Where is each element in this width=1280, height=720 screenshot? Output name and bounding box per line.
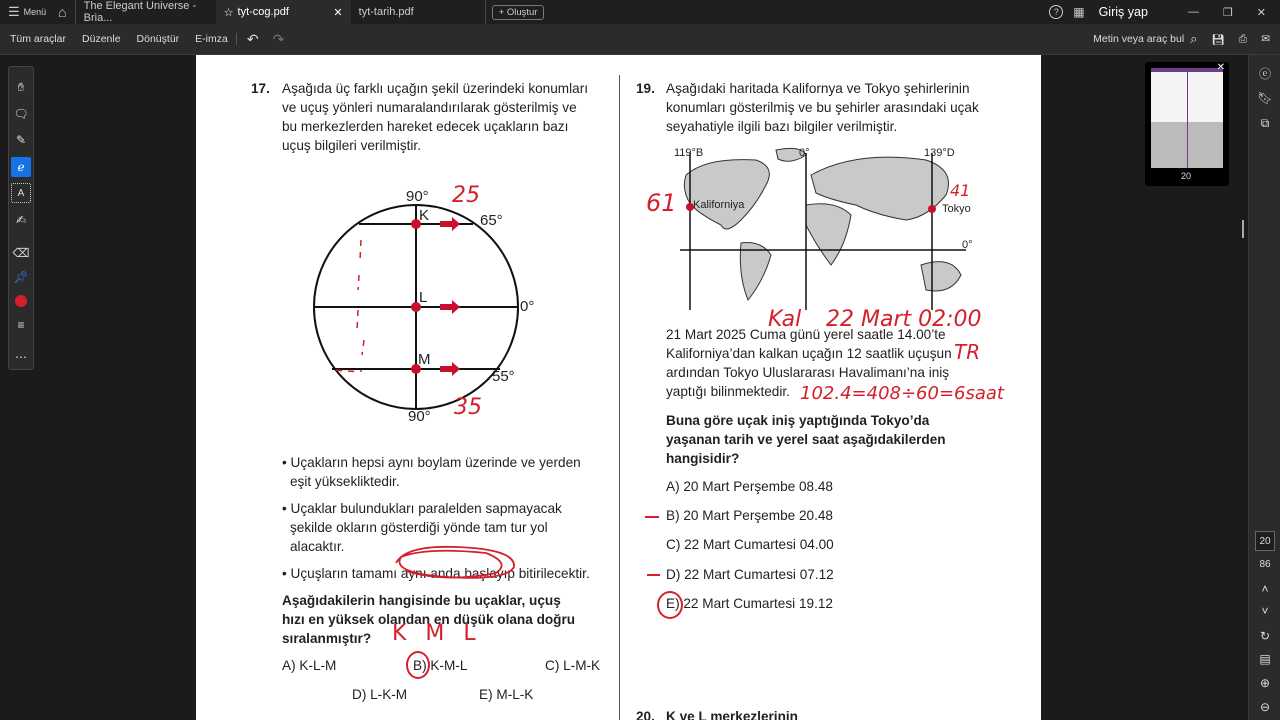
page-number-input[interactable]: 20 <box>1255 531 1275 551</box>
annotation-calc: 102.4=408÷60=6saat <box>800 383 1004 404</box>
close-tab-icon[interactable]: ✕ <box>333 6 343 19</box>
label-tokyo: Tokyo <box>942 203 971 215</box>
bookmark-icon[interactable]: 🔖︎ <box>1257 91 1273 105</box>
text-line: seyahatiyle ilgili bazı bilgiler verilmiştir. <box>666 119 898 134</box>
tokyo-marker <box>928 205 936 213</box>
question-20-intro: K ve L merkezlerinin <box>666 709 798 720</box>
question-number: 19. <box>636 81 655 96</box>
email-icon[interactable]: ✉ <box>1261 33 1270 45</box>
ai-assistant-icon[interactable]: ⓔ <box>1258 66 1271 81</box>
text-line: bu merkezlerden hareket edecek uçakların bazı <box>282 119 569 134</box>
text-line: Kaliforniya’dan kalkan uçağın 12 saatlik uçuşun <box>666 346 952 361</box>
label-0-meridian: 0° <box>799 147 810 159</box>
annotation-25: 25 <box>452 183 480 208</box>
question-number: 17. <box>251 81 270 96</box>
thumbnail-image <box>1151 68 1223 168</box>
sign-in-button[interactable]: Giriş yap <box>1098 5 1148 19</box>
label-0: 0° <box>520 298 535 315</box>
option-e[interactable]: E) M-L-K <box>479 687 534 702</box>
tab-tyt-tarih[interactable] <box>351 0 486 24</box>
redo-icon[interactable]: ↷ <box>272 30 285 47</box>
label-139d: 139°D <box>924 147 955 159</box>
label-k: K <box>419 207 430 224</box>
tab-label: tyt-cog.pdf <box>237 6 289 18</box>
edit-button[interactable]: Düzenle <box>82 33 121 45</box>
create-label: Oluştur <box>506 6 538 18</box>
arrow-k <box>440 217 460 231</box>
question-19-body <box>666 325 952 401</box>
hand-scribble-oval <box>386 543 526 583</box>
comment-tool-icon[interactable]: 🗨︎ <box>13 107 29 121</box>
label-55: 55° <box>492 368 515 385</box>
text-line: eşit yüksekliktedir. <box>290 474 400 489</box>
question-number: 20. <box>636 709 655 720</box>
menu-label: Menü <box>23 7 47 17</box>
option-b[interactable]: B) K-M-L <box>413 658 468 673</box>
text-line: yaptığı bilinmektedir. <box>666 384 790 399</box>
label-65: 65° <box>480 212 503 229</box>
right-sidebar <box>1248 55 1280 720</box>
text-line: ve uçuş yönleri numaralandırılarak gösterilmiş ve <box>282 100 577 115</box>
question-19-prompt <box>666 411 946 468</box>
text-line: 21 Mart 2025 Cuma günü yerel saatle 14.00’te <box>666 327 946 342</box>
arrow-l <box>440 300 460 314</box>
text-line: alacaktır. <box>290 539 345 554</box>
save-icon[interactable]: 💾︎ <box>1211 33 1225 46</box>
option-a[interactable]: A) K-L-M <box>282 658 337 673</box>
text-line: hangisidir? <box>666 451 740 466</box>
scrollbar-thumb[interactable] <box>1242 220 1244 238</box>
africa <box>806 204 851 265</box>
minimize-icon[interactable]: — <box>1187 6 1199 18</box>
text-line: • Uçaklar bulundukları paralelden sapmayacak <box>282 501 562 516</box>
thumbnail-page-number: 20 <box>1181 171 1192 181</box>
arrow-m <box>440 362 460 376</box>
tab-label: tyt-tarih.pdf <box>358 6 414 18</box>
text-line: Aşağıdaki haritada Kalifornya ve Tokyo şehirlerinin <box>666 81 970 96</box>
option-a[interactable]: A) 20 Mart Perşembe 08.48 <box>666 479 833 494</box>
label-equator: 0° <box>962 239 973 251</box>
color-picker-icon[interactable] <box>11 291 31 311</box>
annotation-41: 41 <box>950 181 971 200</box>
label-119b: 119°B <box>674 147 704 159</box>
column-divider <box>619 75 620 720</box>
label-kaliforniya: Kaliforniya <box>693 199 745 211</box>
option-c[interactable]: C) 22 Mart Cumartesi 04.00 <box>666 537 834 552</box>
all-tools-button[interactable]: Tüm araçlar <box>10 33 67 45</box>
hand-tool-icon[interactable]: ✋︎ <box>17 79 25 94</box>
pin-icon[interactable]: 📌︎ <box>13 270 29 284</box>
label-90-bottom: 90° <box>408 408 431 425</box>
text-line: sıralanmıştır? <box>282 631 372 646</box>
tab-tyt-cog[interactable] <box>216 0 351 24</box>
text-line: • Uçuşların tamamı aynı anda başlayıp bitirilecektir. <box>282 566 590 581</box>
prev-page-icon[interactable]: ˄ <box>1261 582 1269 596</box>
text-line: • Uçakların hepsi aynı boylam üzerinde ve yerden <box>282 455 581 470</box>
text-line: Aşağıda üç farklı uçağın şekil üzerindeki konumları <box>282 81 589 96</box>
annotation-kml: K M L <box>392 621 482 646</box>
convert-button[interactable]: Dönüştür <box>136 33 180 45</box>
annotation-35: 35 <box>454 395 482 420</box>
text-line: konumları gösterilmiş ve bu şehirler arasındaki uçak <box>666 100 979 115</box>
text-line: yaşanan tarih ve yerel saat aşağıdakilerden <box>666 432 946 447</box>
help-icon[interactable]: ? <box>1049 5 1063 19</box>
option-e[interactable]: E) 22 Mart Cumartesi 19.12 <box>666 596 833 611</box>
create-button[interactable] <box>492 5 545 20</box>
tab-elegant-universe[interactable] <box>76 0 216 24</box>
label-l: L <box>419 289 428 306</box>
title-bar <box>0 0 1280 24</box>
annotation-toolbar <box>8 66 34 370</box>
annotation-61: 61 <box>646 189 677 217</box>
eraser-icon[interactable]: ⌫ <box>12 246 30 260</box>
search-icon[interactable]: ⌕ <box>1190 31 1198 46</box>
annotation-date: 22 Mart 02:00 <box>826 307 982 332</box>
highlight-pen-icon[interactable]: ✎ <box>15 133 27 147</box>
find-tool-input[interactable]: Metin veya araç bul <box>1093 33 1185 45</box>
rotate-icon[interactable]: ↻ <box>1259 629 1271 643</box>
option-b[interactable]: B) 20 Mart Perşembe 20.48 <box>666 508 833 523</box>
pages-icon[interactable]: ⧉ <box>1260 115 1270 130</box>
plus-icon: + <box>498 6 507 18</box>
tab-label: The Elegant Universe - Bria... <box>83 0 197 24</box>
hamburger-icon: ☰ <box>8 4 20 19</box>
north-america <box>684 160 769 229</box>
question-19-intro <box>666 79 979 136</box>
world-map <box>666 145 986 315</box>
esign-button[interactable]: E-imza <box>187 33 237 45</box>
next-page-icon[interactable]: ˅ <box>1261 604 1269 618</box>
text-line: uçuş bilgileri verilmiştir. <box>282 138 421 153</box>
print-icon[interactable]: ⎙ <box>1238 32 1248 45</box>
hand-dashed-line <box>336 240 364 371</box>
annotation-kal: Kal <box>768 307 802 332</box>
pdf-page <box>196 55 1041 720</box>
label-90-top: 90° <box>406 188 429 205</box>
close-window-icon[interactable]: ✕ <box>1256 6 1266 19</box>
page-thumbnail-popup[interactable] <box>1145 62 1229 186</box>
zoom-out-icon[interactable]: ⊖ <box>1259 700 1271 714</box>
freehand-draw-icon[interactable]: ℯ <box>11 157 31 177</box>
hand-dash-b <box>645 516 659 518</box>
more-icon[interactable]: ⋯ <box>15 350 27 364</box>
text-line: Aşağıdakilerin hangisinde bu uçaklar, uçuş <box>282 593 561 608</box>
option-c[interactable]: C) L-M-K <box>545 658 601 673</box>
zoom-in-icon[interactable]: ⊕ <box>1259 676 1271 690</box>
line-width-icon[interactable]: ≡ <box>17 318 25 332</box>
signature-icon[interactable]: ✍︎ <box>15 213 27 227</box>
undo-icon[interactable]: ↶ <box>246 30 259 47</box>
menu-button[interactable] <box>0 0 54 24</box>
hand-circle-b <box>406 651 430 679</box>
hand-dash-d <box>647 574 660 576</box>
star-icon[interactable]: ☆ <box>223 6 234 19</box>
label-m: M <box>418 351 431 368</box>
text-line: şekilde okların gösterdiği yönde tam tur yol <box>290 520 548 535</box>
apps-grid-icon[interactable]: ▦ <box>1073 5 1085 19</box>
total-pages: 86 <box>1259 558 1271 570</box>
maximize-icon[interactable]: ❐ <box>1222 6 1233 19</box>
option-d[interactable]: D) L-K-M <box>352 687 408 702</box>
text-box-icon[interactable]: A <box>11 183 31 203</box>
text-line: ardından Tokyo Uluslararası Havalimanı’na iniş <box>666 365 950 380</box>
page-layout-icon[interactable]: ▤ <box>1259 652 1271 666</box>
text-line: hızı en yüksek olandan en düşük olana doğru <box>282 612 576 627</box>
toolbar <box>0 24 1280 55</box>
option-d[interactable]: D) 22 Mart Cumartesi 07.12 <box>666 567 834 582</box>
home-icon: ⌂ <box>58 4 67 20</box>
hand-circle-e <box>657 591 683 619</box>
south-america <box>740 243 771 301</box>
text-line: Buna göre uçak iniş yaptığında Tokyo’da <box>666 413 930 428</box>
australia <box>921 262 961 291</box>
home-button[interactable] <box>54 0 75 24</box>
annotation-tr: TR <box>954 340 981 364</box>
question-17-intro <box>282 79 588 155</box>
close-thumbnail-icon[interactable]: ✕ <box>1216 62 1225 73</box>
